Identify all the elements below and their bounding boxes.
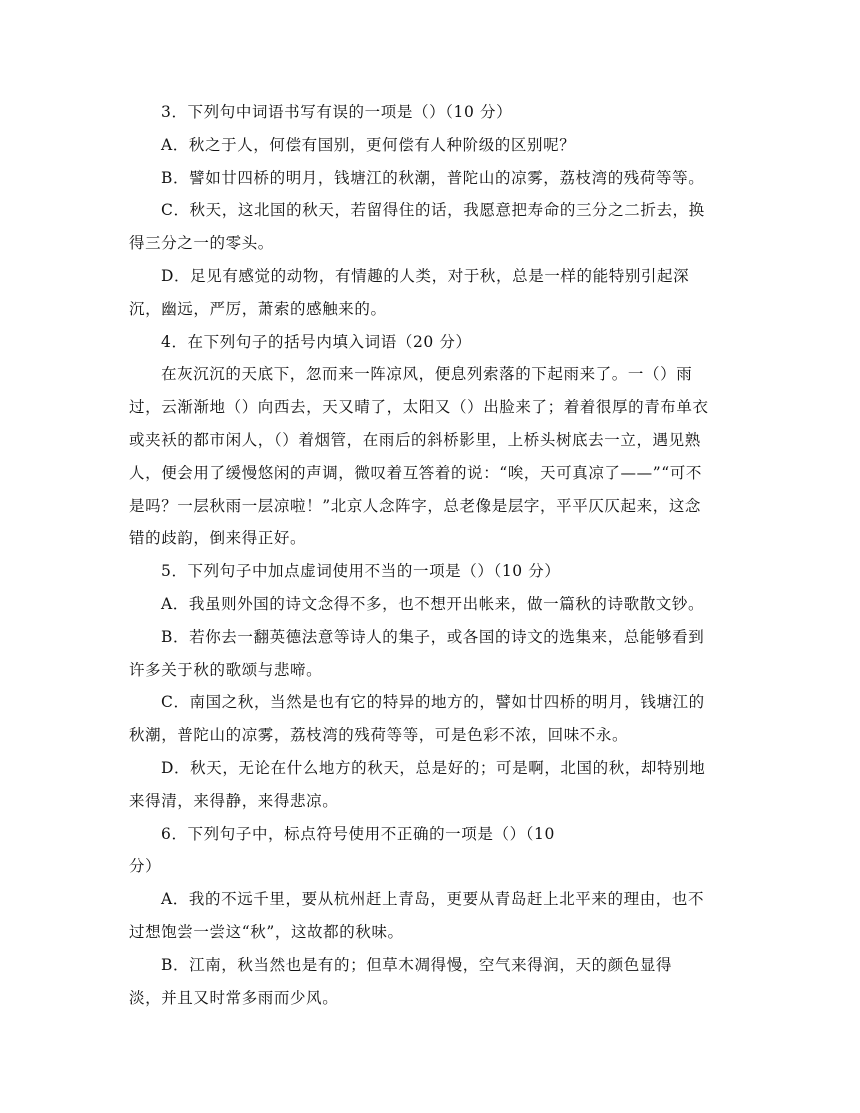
text-line: 4．在下列句子的括号内填入词语（20 分） xyxy=(161,332,472,351)
text-line: 5．下列句子中加点虚词使用不当的一项是（）（10 分） xyxy=(161,562,561,581)
text-line: B．江南，秋当然也是有的；但草木凋得慢，空气来得润，天的颜色显得 xyxy=(161,955,673,974)
text-line: 沉，幽远，严厉，萧索的感触来的。 xyxy=(129,299,387,318)
text-line: C．秋天，这北国的秋天，若留得住的话，我愿意把寿命的三分之二折去，换 xyxy=(161,201,705,220)
text-line: 来得清，来得静，来得悲凉。 xyxy=(129,791,339,810)
text-line: 人，便会用了缓慢悠闲的声调，微叹着互答着的说：“唉，天可真凉了——”“可不 xyxy=(129,463,702,482)
text-line: 在灰沉沉的天底下，忽而来一阵凉风，便息列索落的下起雨来了。一（）雨 xyxy=(161,365,693,384)
text-line: 或夹袄的都市闲人，（）着烟管，在雨后的斜桥影里，上桥头树底去一立，遇见熟 xyxy=(129,430,701,449)
text-line: 是吗？一层秋雨一层凉啦！”北京人念阵字，总老像是层字，平平仄仄起来，这念 xyxy=(129,496,702,515)
text-line: 6．下列句子中，标点符号使用不正确的一项是（）（10 xyxy=(161,824,555,843)
text-line: 分） xyxy=(129,857,162,876)
text-line: 3．下列句中词语书写有误的一项是（）（10 分） xyxy=(161,103,513,121)
text-line: 过，云渐渐地（）向西去，天又晴了，太阳又（）出脸来了；着着很厚的青布单衣 xyxy=(129,398,709,417)
text-line: A．我虽则外国的诗文念得不多，也不想开出帐来，做一篇秋的诗歌散文钞。 xyxy=(161,594,705,613)
text-line: A．秋之于人，何偿有国别，更何偿有人种阶级的区别呢？ xyxy=(161,135,576,154)
text-line: 许多关于秋的歌颂与悲啼。 xyxy=(129,660,323,679)
text-line: 淡，并且又时常多雨而少风。 xyxy=(129,988,339,1007)
text-line: B．若你去一翻英德法意等诗人的集子，或各国的诗文的选集来，总能够看到 xyxy=(161,627,705,646)
text-line: D．足见有感觉的动物，有情趣的人类，对于秋，总是一样的能特别引起深 xyxy=(161,266,690,285)
text-line: 错的歧韵，倒来得正好。 xyxy=(129,529,307,548)
text-line: 秋潮，普陀山的凉雾，荔枝湾的残荷等等，可是色彩不浓，回味不永。 xyxy=(129,726,629,745)
text-line: A．我的不远千里，要从杭州赶上青岛，更要从青岛赶上北平来的理由，也不 xyxy=(161,890,705,909)
text-line: D．秋天，无论在什么地方的秋天，总是好的；可是啊，北国的秋，却特别地 xyxy=(161,758,706,777)
document-body xyxy=(129,96,739,1014)
text-line: 得三分之一的零头。 xyxy=(129,234,274,253)
text-line: 过想饱尝一尝这“秋”，这故都的秋味。 xyxy=(129,922,404,941)
text-line: B．譬如廿四桥的明月，钱塘江的秋潮，普陀山的凉雾，荔枝湾的残荷等等。 xyxy=(161,168,705,187)
text-line: C．南国之秋，当然是也有它的特异的地方的，譬如廿四桥的明月，钱塘江的 xyxy=(161,693,705,712)
